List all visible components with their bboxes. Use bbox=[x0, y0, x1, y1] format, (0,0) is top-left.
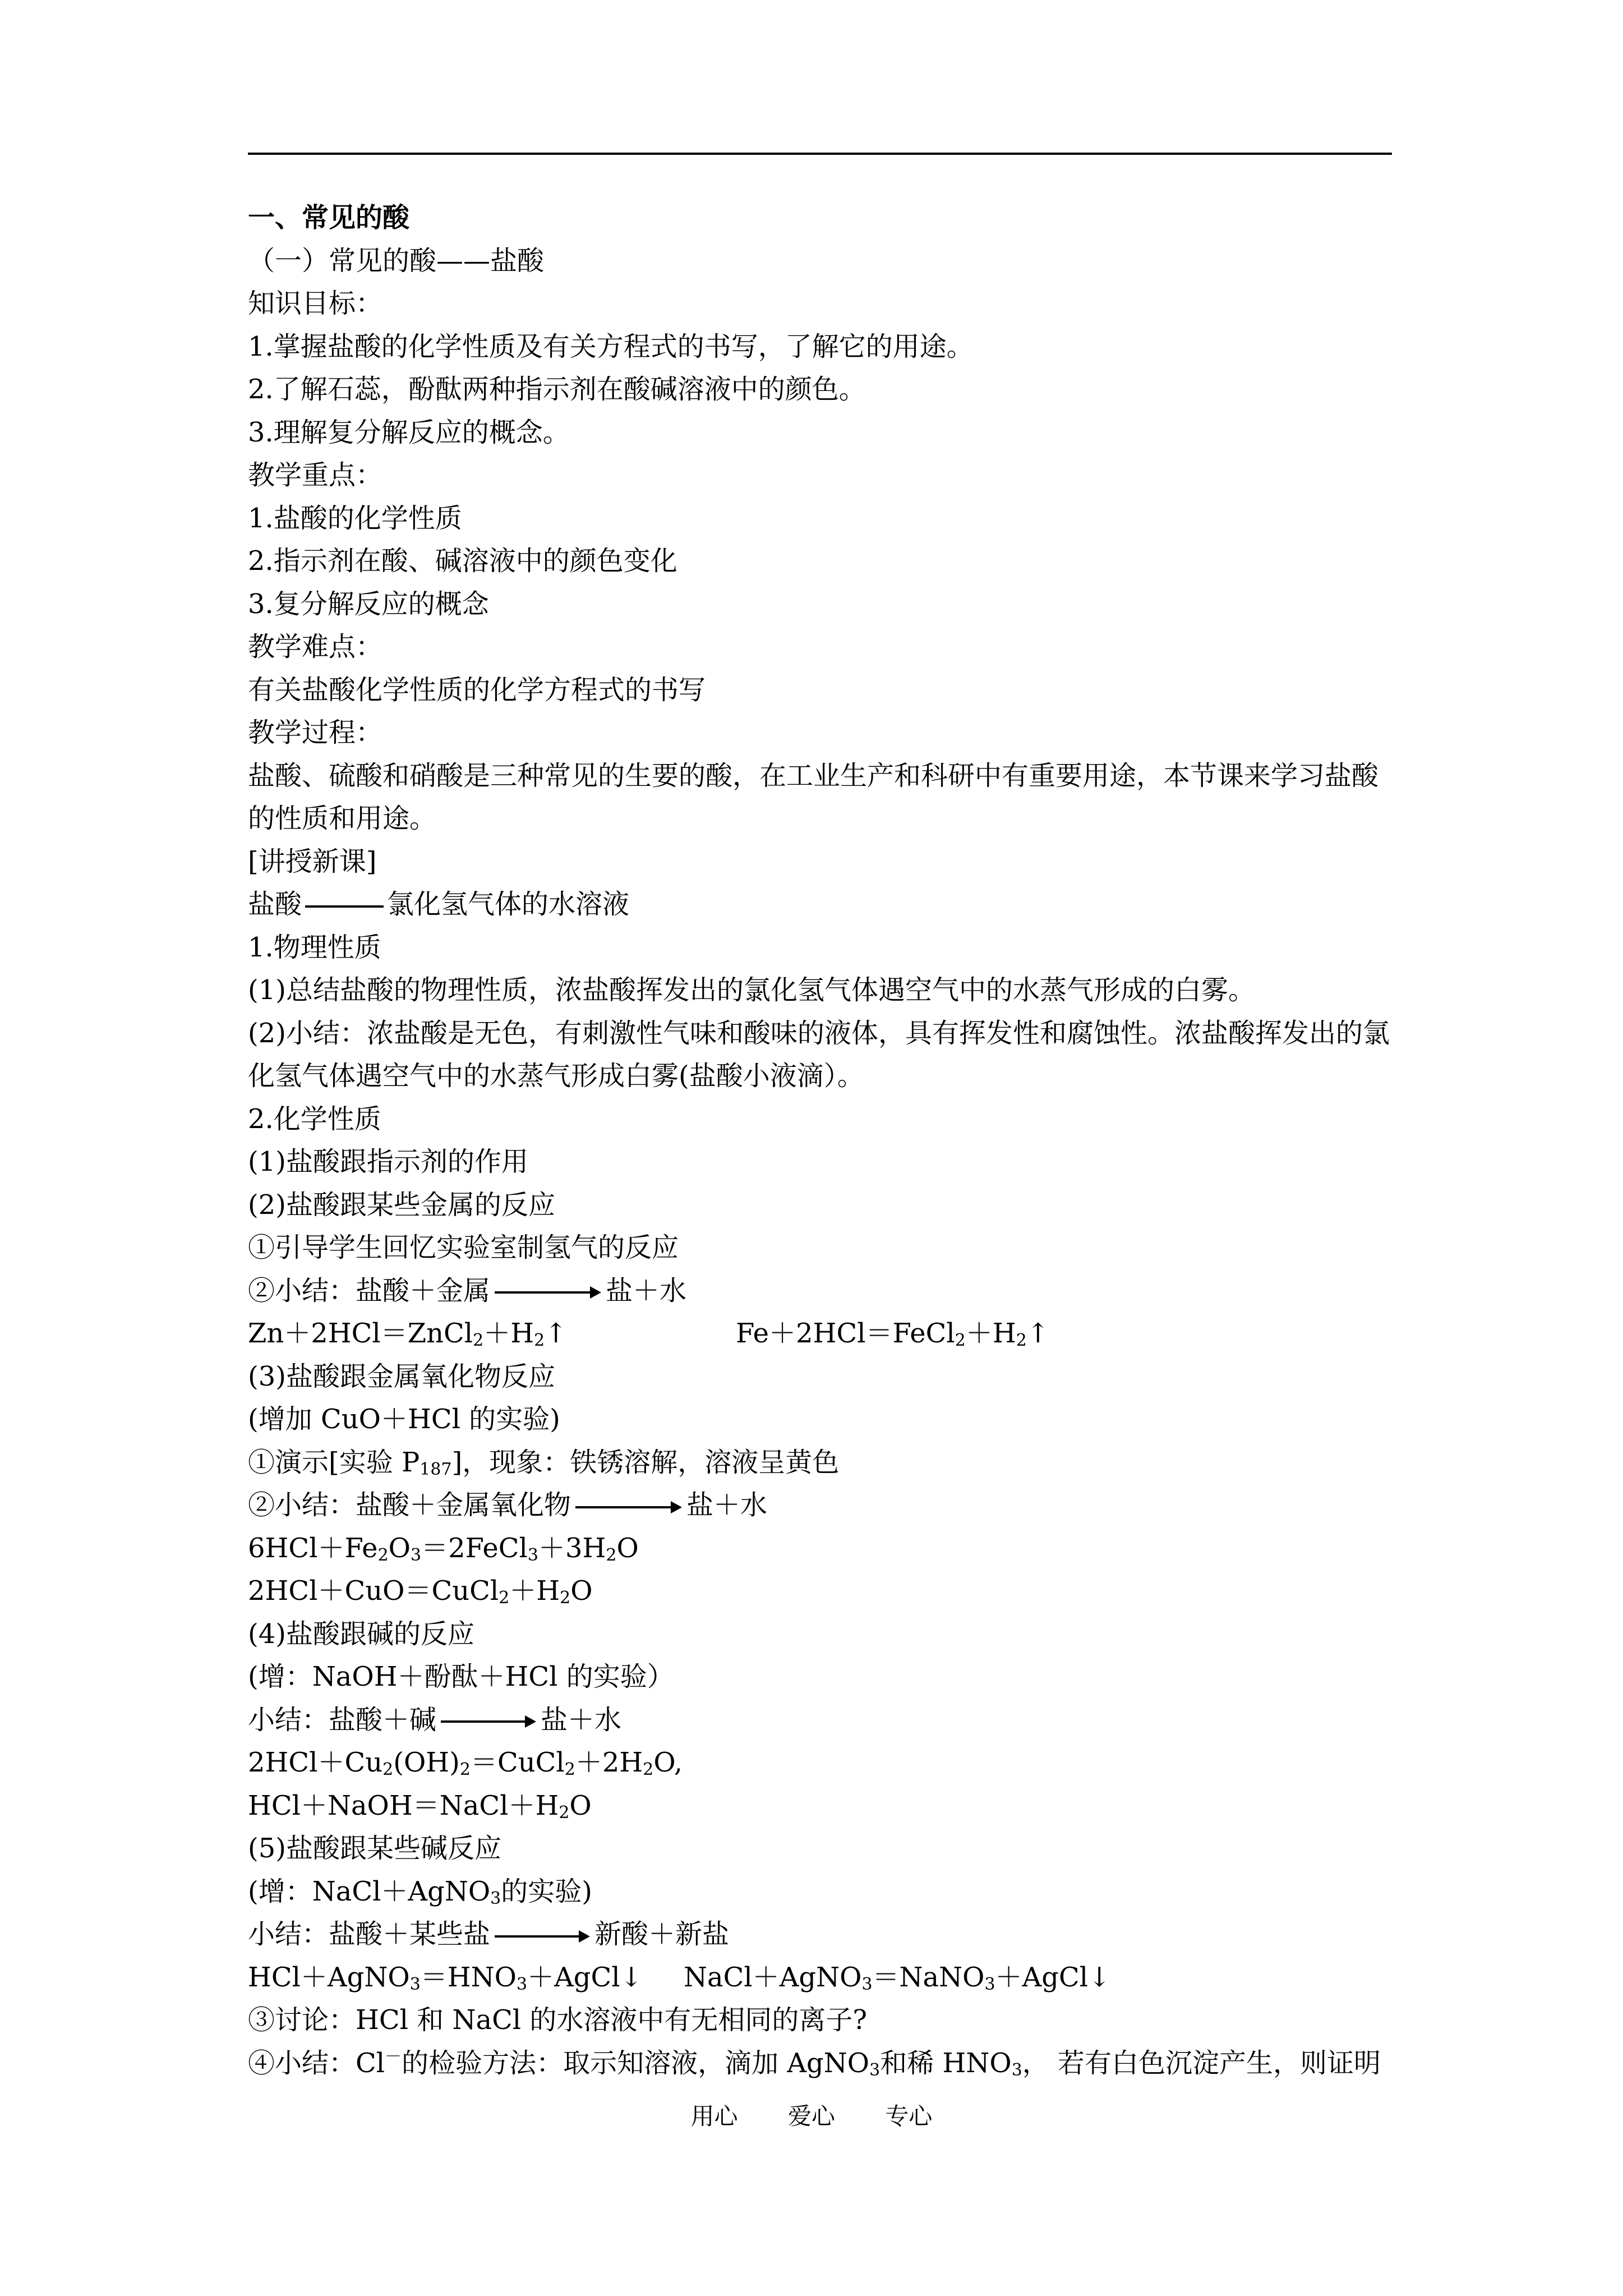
key-item: 1.盐酸的化学性质 bbox=[248, 502, 462, 534]
chem-note: (增：NaOH＋酚酞＋HCl 的实验） bbox=[248, 1661, 674, 1692]
document-body bbox=[248, 196, 1398, 2085]
right-arrow-icon bbox=[495, 1925, 590, 1948]
key-item: 2.指示剂在酸、碱溶液中的颜色变化 bbox=[248, 545, 677, 577]
equation: $2HCl+Cu_2(OH)_2=CuCl_2+2H_2O$, bbox=[248, 1747, 683, 1779]
right-arrow-icon bbox=[441, 1710, 536, 1733]
difficulty-text: 有关盐酸化学性质的化学方程式的书写 bbox=[248, 674, 706, 706]
key-item: 3.复分解反应的概念 bbox=[248, 588, 489, 620]
goal-item: 3.理解复分解反应的概念。 bbox=[248, 416, 570, 448]
header-rule bbox=[248, 153, 1392, 155]
chem-summary: ②小结：盐酸＋金属氧化物 盐＋水 bbox=[248, 1489, 768, 1521]
equation: $Fe+2HCl=FeCl_2+H_2↑$ bbox=[736, 1318, 1050, 1350]
chem-item: (1)盐酸跟指示剂的作用 bbox=[248, 1146, 528, 1177]
physical-title: 1.物理性质 bbox=[248, 931, 381, 963]
equation: $HCl+NaOH=NaCl+H_2O$ bbox=[248, 1789, 592, 1823]
chem-item: (2)盐酸跟某些金属的反应 bbox=[248, 1189, 555, 1221]
intro-paragraph: 盐酸、硫酸和硝酸是三种常见的生要的酸，在工业生产和科研中有重要用途，本节课来学习盐酸的性质和用途。 bbox=[248, 760, 1379, 834]
chem-note: (增：NaCl＋AgNO$_3$的实验) bbox=[248, 1875, 592, 1908]
chem-note: (增加 CuO＋HCl 的实验) bbox=[248, 1404, 560, 1435]
right-arrow-icon bbox=[575, 1496, 682, 1519]
goal-item: 2.了解石蕊，酚酞两种指示剂在酸碱溶液中的颜色。 bbox=[248, 374, 866, 405]
equation: $HCl+AgNO_3=HNO_3+AgCl↓$ bbox=[248, 1961, 643, 1994]
equation-row bbox=[248, 1956, 1398, 1999]
discussion: ③讨论：HCl 和 NaCl 的水溶液中有无相同的离子? bbox=[248, 2004, 868, 2036]
goal-label: 知识目标： bbox=[248, 288, 383, 319]
chemical-title: 2.化学性质 bbox=[248, 1103, 381, 1135]
long-dash bbox=[305, 905, 384, 908]
chem-item: (4)盐酸跟碱的反应 bbox=[248, 1618, 474, 1650]
page-footer bbox=[0, 2098, 1623, 2132]
definition-line: 盐酸 氯化氢气体的水溶液 bbox=[248, 889, 630, 920]
subsection-heading: （一）常见的酸——盐酸 bbox=[248, 245, 545, 277]
goal-item: 1.掌握盐酸的化学性质及有关方程式的书写，了解它的用途。 bbox=[248, 330, 974, 362]
right-arrow-icon bbox=[495, 1281, 601, 1304]
chem-summary: ②小结：盐酸＋金属 盐＋水 bbox=[248, 1274, 687, 1306]
chem-summary: 小结：盐酸＋碱 盐＋水 bbox=[248, 1704, 622, 1736]
process-label: 教学过程： bbox=[248, 717, 383, 748]
footer-word: 用心 bbox=[690, 2102, 738, 2130]
new-lesson-tag: [讲授新课] bbox=[248, 845, 377, 877]
chem-item: (3)盐酸跟金属氧化物反应 bbox=[248, 1360, 555, 1392]
physical-point: (1)总结盐酸的物理性质，浓盐酸挥发出的氯化氢气体遇空气中的水蒸气形成的白雾。 bbox=[248, 974, 1255, 1006]
key-label: 教学重点： bbox=[248, 459, 383, 491]
chem-demo: ①演示[实验 $P_{187}$]，现象：铁锈溶解，溶液呈黄色 bbox=[248, 1446, 840, 1479]
chem-item: ①引导学生回忆实验室制氢气的反应 bbox=[248, 1232, 679, 1263]
equation: NaCl＋AgNO$_3$＝NaNO$_3$＋AgCl↓ bbox=[684, 1961, 1111, 1994]
equation: $Zn+2HCl=ZnCl_2+H_2↑$ bbox=[248, 1318, 568, 1350]
equation-row bbox=[248, 1312, 1398, 1355]
chloride-test: ④小结：Cl－的检验方法：取示知溶液，滴加 AgNO$_3$和稀 $HNO_3$， 若有白色沉淀产生，则证明 bbox=[248, 2046, 1381, 2080]
chem-item: (5)盐酸跟某些碱反应 bbox=[248, 1833, 501, 1864]
equation: $2HCl+CuO=CuCl_2+H_2O$ bbox=[248, 1575, 593, 1608]
footer-word: 专心 bbox=[885, 2102, 933, 2130]
difficulty-label: 教学难点： bbox=[248, 631, 383, 662]
chem-summary: 小结：盐酸＋某些盐 新酸＋新盐 bbox=[248, 1918, 730, 1950]
footer-word: 爱心 bbox=[787, 2102, 835, 2130]
physical-summary: (2)小结：浓盐酸是无色，有刺激性气味和酸味的液体，具有挥发性和腐蚀性。浓盐酸挥发出的氯化氢气体遇空气中的水蒸气形成白雾(盐酸小液滴）。 bbox=[248, 1017, 1390, 1092]
equation: $6HCl+Fe_2O_3=2FeCl_3+3H_2O$ bbox=[248, 1532, 639, 1565]
section-heading: 一、常见的酸 bbox=[248, 202, 410, 233]
